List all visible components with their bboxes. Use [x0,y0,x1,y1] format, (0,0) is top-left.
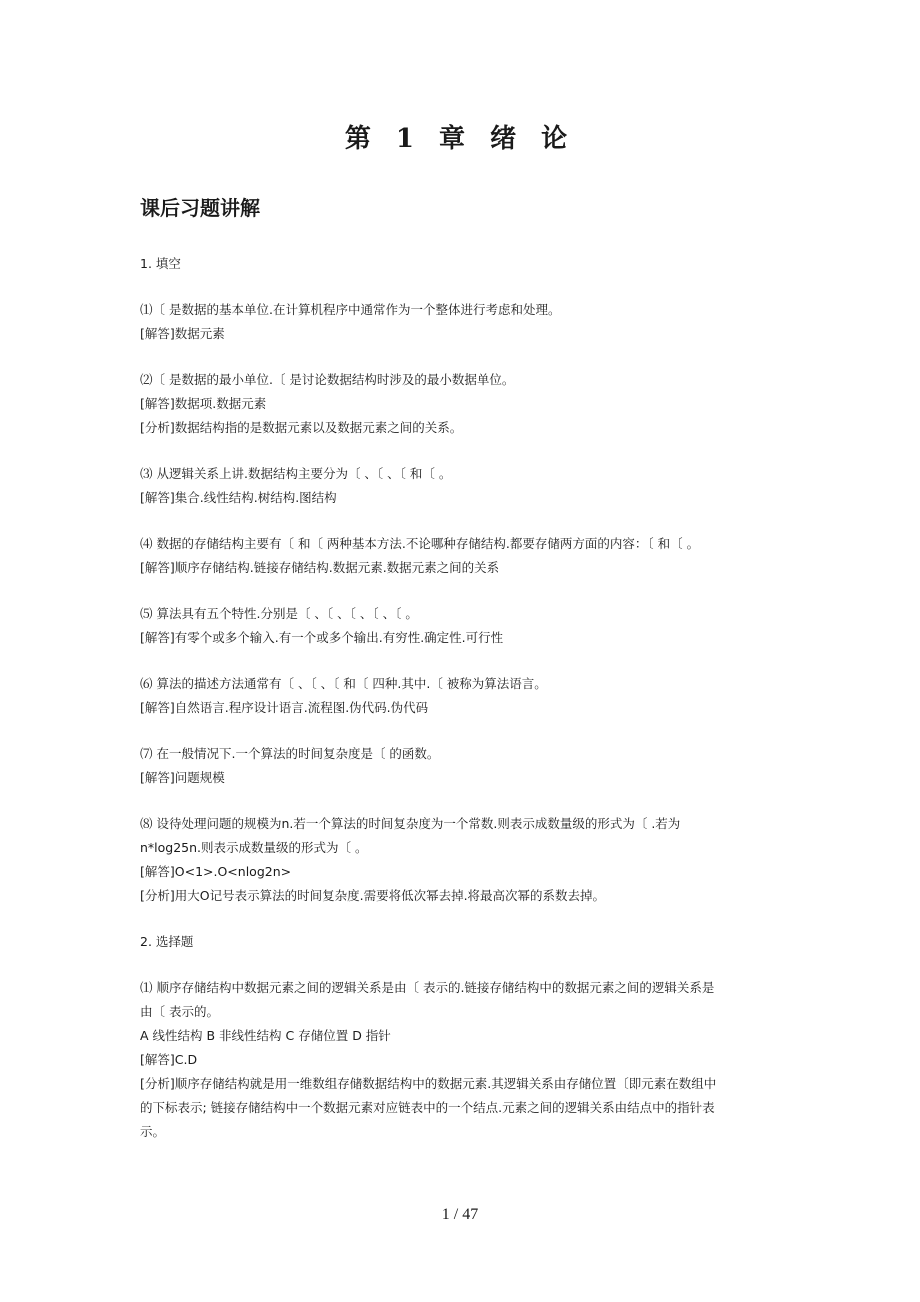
choice-q1-line1: ⑴ 顺序存储结构中数据元素之间的逻辑关系是由〔 表示的.链接存储结构中的数据元素之间的逻辑关系是 [140,980,715,995]
fill-q7: ⑺ 在一般情况下.一个算法的时间复杂度是〔 的函数。 [140,746,440,761]
section-heading: 课后习题讲解 [140,196,260,220]
fill-q4-answer: [解答]顺序存储结构.链接存储结构.数据元素.数据元素之间的关系 [140,560,500,575]
fill-q2-answer: [解答]数据项.数据元素 [140,396,267,411]
fill-q6-answer: [解答]自然语言.程序设计语言.流程图.伪代码.伪代码 [140,700,429,715]
fill-q1: ⑴〔 是数据的基本单位.在计算机程序中通常作为一个整体进行考虑和处理。 [140,302,561,317]
page-number: 1 / 47 [441,1206,479,1223]
choice-q1-analysis-line1: [分析]顺序存储结构就是用一维数组存储数据结构中的数据元素.其逻辑关系由存储位置〔即元素在数组中 [140,1076,717,1091]
fill-q1-answer: [解答]数据元素 [140,326,225,341]
fill-q2-analysis: [分析]数据结构指的是数据元素以及数据元素之间的关系。 [140,420,463,435]
fill-q6: ⑹ 算法的描述方法通常有〔 、〔 、〔 和〔 四种.其中.〔 被称为算法语言。 [140,676,547,691]
fill-q7-answer: [解答]问题规模 [140,770,225,785]
choice-q1-options: A 线性结构 B 非线性结构 C 存储位置 D 指针 [140,1028,391,1043]
exercise-content [140,252,790,1144]
fill-q2: ⑵〔 是数据的最小单位.〔 是讨论数据结构时涉及的最小数据单位。 [140,372,515,387]
fill-q8-line1: ⑻ 设待处理问题的规模为n.若一个算法的时间复杂度为一个常数.则表示成数量级的形式为〔 .若为 [140,816,681,831]
fill-q8-answer: [解答]Ο<1>.Ο<nlog2n> [140,864,292,879]
choice-q1-line2: 由〔 表示的。 [140,1004,219,1019]
choice-q1-analysis-line3: 示。 [140,1124,166,1139]
fill-q3: ⑶ 从逻辑关系上讲.数据结构主要分为〔 、〔 、〔 和〔 。 [140,466,452,481]
fill-q5-answer: [解答]有零个或多个输入.有一个或多个输出.有穷性.确定性.可行性 [140,630,504,645]
chapter-title: 第 1 章 绪 论 [344,124,576,154]
choice-q1-analysis-line2: 的下标表示; 链接存储结构中一个数据元素对应链表中的一个结点.元素之间的逻辑关系由结点中的指针表 [140,1100,715,1115]
fill-q5: ⑸ 算法具有五个特性.分别是〔 、〔 、〔 、〔 、〔 。 [140,606,418,621]
fill-q8-analysis: [分析]用大O记号表示算法的时间复杂度.需要将低次幂去掉.将最高次幂的系数去掉。 [140,888,606,903]
choice-q1-answer: [解答]C.D [140,1052,198,1067]
fill-q8-line2: n*log25n.则表示成数量级的形式为〔 。 [140,840,368,855]
fill-q4: ⑷ 数据的存储结构主要有〔 和〔 两种基本方法.不论哪种存储结构.都要存储两方面的内容：〔 和〔 。 [140,536,700,551]
fill-heading: 1. 填空 [140,256,181,271]
fill-q3-answer: [解答]集合.线性结构.树结构.图结构 [140,490,337,505]
choice-heading: 2. 选择题 [140,934,194,949]
